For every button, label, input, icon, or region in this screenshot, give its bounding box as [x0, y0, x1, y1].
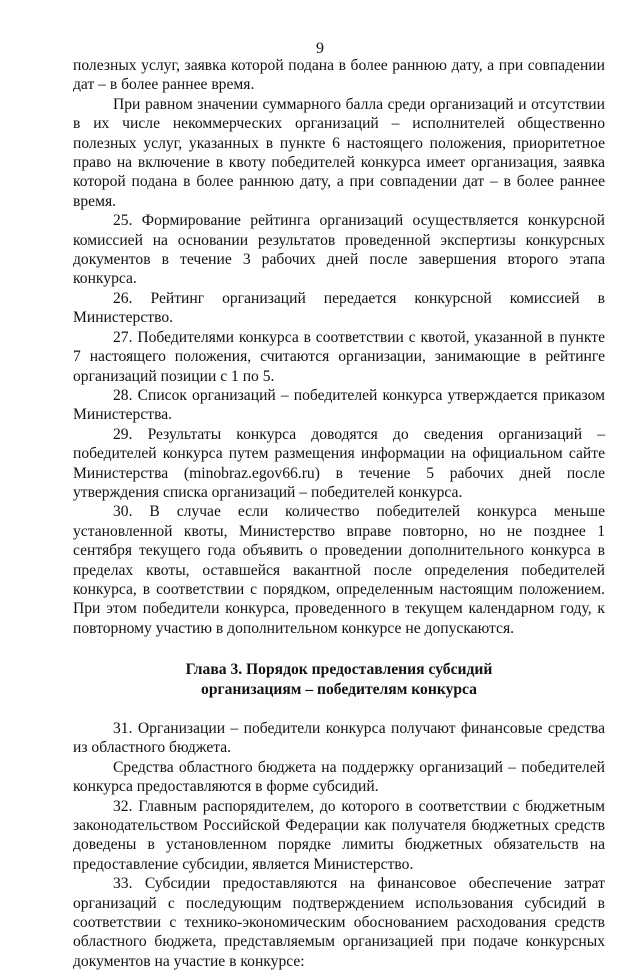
paragraph-item-27: 27. Победителями конкурса в соответствии с квотой, указанной в пункте 7 настоящего положения, считаются организации, занимающие в рейтинге организаций позиции с 1 по 5. — [73, 328, 605, 385]
paragraph-item-32: 32. Главным распорядителем, до которого в соответствии с бюджетным законодательством Российской Федерации как получателя бюджетных средств доведены в установленном порядке лимиты бюджетных обязательств на предоставление субсидии, является Министерство. — [73, 797, 605, 873]
paragraph-item-25: 25. Формирование рейтинга организаций осуществляется конкурсной комиссией на основании результатов проведенной экспертизы конкурсных документов в течение 3 рабочих дней после завершения второго этапа конкурса. — [73, 212, 605, 288]
page-number: 9 — [316, 40, 324, 57]
chapter-heading-line-2: организациям – победителям конкурса — [201, 680, 477, 698]
paragraph-item-26: 26. Рейтинг организаций передается конкурсной комиссией в Министерство. — [73, 289, 605, 327]
paragraph-subsidy-form: Средства областного бюджета на поддержку организаций – победителей конкурса предоставляются в форме субсидий. — [73, 758, 605, 796]
chapter-heading-line-1: Глава 3. Порядок предоставления субсидий — [185, 661, 493, 679]
paragraph-priority-rule: При равном значении суммарного балла среди организаций и отсутствии в их числе некоммерческих организаций – исполнителей общественно полезных услуг, указанных в пункте 6 настоящего положения, приоритетное право на включение в квоту победителей конкурса имеет организация, заявка которой подана в более раннюю дату, а при совпадении дат – в более раннее время. — [73, 95, 605, 210]
chapter-heading — [73, 660, 605, 699]
paragraph-continuation: полезных услуг, заявка которой подана в более раннюю дату, а при совпадении дат – в более раннее время. — [73, 57, 605, 94]
paragraph-item-33: 33. Субсидии предоставляются на финансовое обеспечение затрат организаций с последующим подтверждением использования субсидий в соответствии с технико-экономическим обоснованием расходования средств областного бюджета, представляемым организацией при подаче конкурсных документов на участие в конкурсе: — [73, 875, 605, 970]
paragraph-item-31: 31. Организации – победители конкурса получают финансовые средства из областного бюджета. — [73, 720, 605, 757]
paragraph-item-28: 28. Список организаций – победителей конкурса утверждается приказом Министерства. — [73, 386, 605, 424]
document-body — [73, 56, 605, 971]
paragraph-item-30: 30. В случае если количество победителей конкурса меньше установленной квоты, Министерство вправе повторно, но не позднее 1 сентября текущего года объявить о проведении дополнительного конкурса в пределах квоты, оставшейся вакантной после определения победителей конкурса, в соответствии с порядком, определенным настоящим положением. При этом победители конкурса, проведенного в текущем календарном году, к повторному участию в дополнительном конкурсе не допускаются. — [73, 503, 605, 637]
paragraph-item-29: 29. Результаты конкурса доводятся до сведения организаций – победителей конкурса путем размещения информации на официальном сайте Министерства (minobraz.egov66.ru) в течение 5 рабочих дней после утверждения списка организаций – победителей конкурса. — [73, 425, 605, 501]
